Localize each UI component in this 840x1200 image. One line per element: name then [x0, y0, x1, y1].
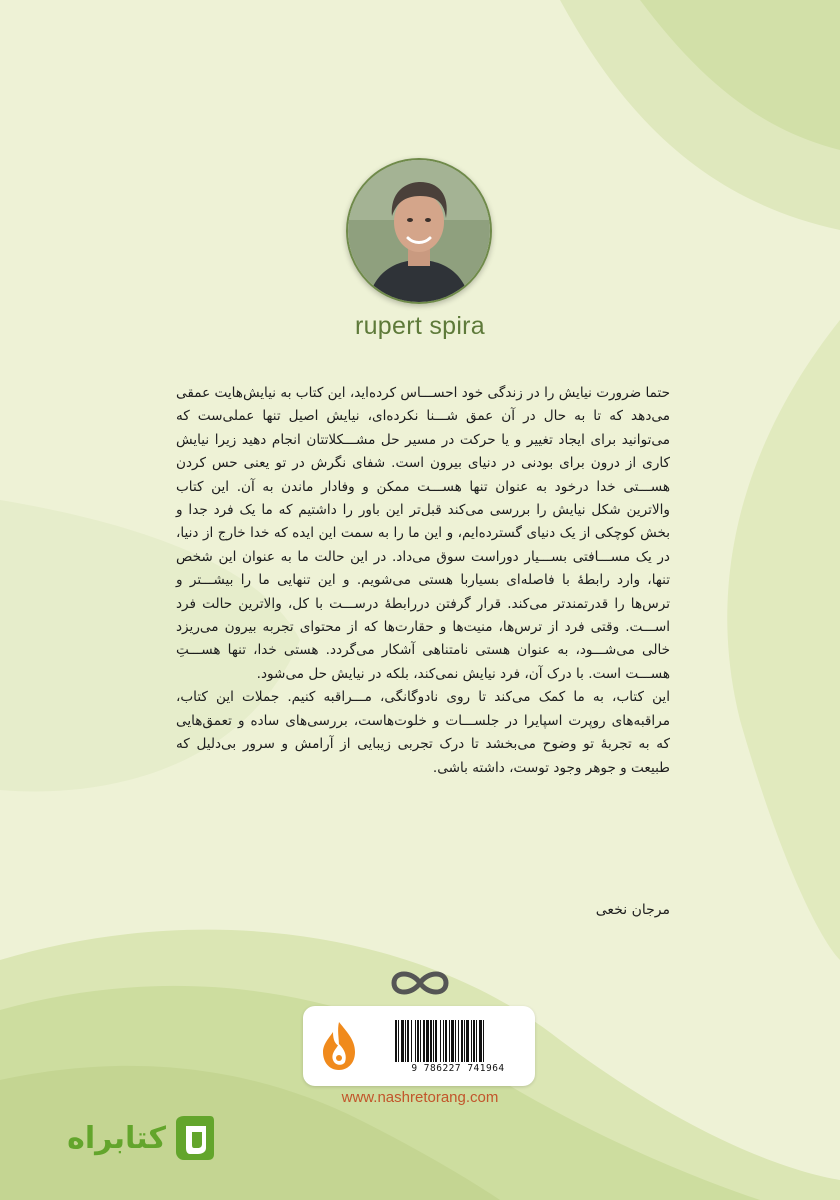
isbn-barcode [393, 1020, 525, 1062]
author-portrait-icon [348, 160, 490, 302]
author-name: rupert spira [354, 312, 486, 340]
blurb-text [176, 382, 670, 780]
infinity-icon [386, 967, 454, 999]
publisher-website[interactable]: www.nashretorang.com [341, 1089, 499, 1106]
blurb-paragraph-1: حتما ضرورت نیایش را در زندگی خود احســـاس کرده‌اید، این کتاب به نیایش‌هایت عمقی می‌دهد که تا به حال در آن عمق شـــنا نکرده‌ای، نیایش اصیل تنها عملی‌ست که می‌توانید برای ایجاد تغییر و یا حرکت در مسیر حل مشـــکلاتتان انجام دهید زیرا نیایش کاری از درون برای بودنی در دنیای بیرون است. شفای نگرش در تو یعنی حس کردن هســـتی خدا درخود به عنوان تنها هســـت ممکن و وفادار ماندن به آن. این کتاب والاترین شکل نیایش را بررسی می‌کند قبل‌تر این باور را داشتیم که ما یک فرد جدا و بخش کوچکی از یک دنیای گسترده‌ایم، و این ما را به سمت این ایده که خدا خارج از دنیا، در یک مســـافتی بســـیار دوراست سوق می‌داد. در این حالت ما به عنوان این شخص تنها، وارد رابطهٔ با فاصله‌ای بسیاربا هستی می‌شویم. و این تنهایی ما را بیشـــتر و ترس‌ها را قدرتمندتر می‌کند. قرار گرفتن دررابطهٔ درســـت با کل، والاترین حالت فرد اســـت. وقتی فرد از ترس‌ها، منیت‌ها و حقارت‌ها که از محتوای تجربه بیرون می‌ریزد خالی می‌شـــود، به عنوان هستی نامتناهی آشکار می‌گردد. هستی خدا، تنها هســـتِ هســـت است. با درک آن، فرد نیایش نمی‌کند، بلکه در نیایش حل می‌شود. [176, 385, 670, 682]
isbn-number: 9 786227 741964 [411, 1063, 505, 1074]
ketabrah-logo-text: کتابراه [67, 1120, 166, 1156]
author-photo [346, 158, 492, 304]
ketabrah-logo [36, 1108, 216, 1168]
blurb-paragraph-2: این کتاب، به ما کمک می‌کند تا روی نادوگانگی، مـــراقبه کنیم. جملات این کتاب، مراقبه‌های روپرت اسپایرا در جلســـات و خلوت‌هاست، بررسی‌های ساده و تعمق‌هایی که به تجربهٔ تو وضوح می‌بخشد تا درک تجربی زیبایی از آرامش و سرور بی‌دلیل که طبیعت و جوهر وجود توست، داشته باشی. [176, 689, 670, 776]
ketabrah-book-icon [172, 1114, 216, 1162]
translator-signature: مرجان نخعی [595, 902, 670, 918]
publisher-flame-logo-icon [317, 1020, 361, 1072]
barcode-card [303, 1006, 535, 1086]
